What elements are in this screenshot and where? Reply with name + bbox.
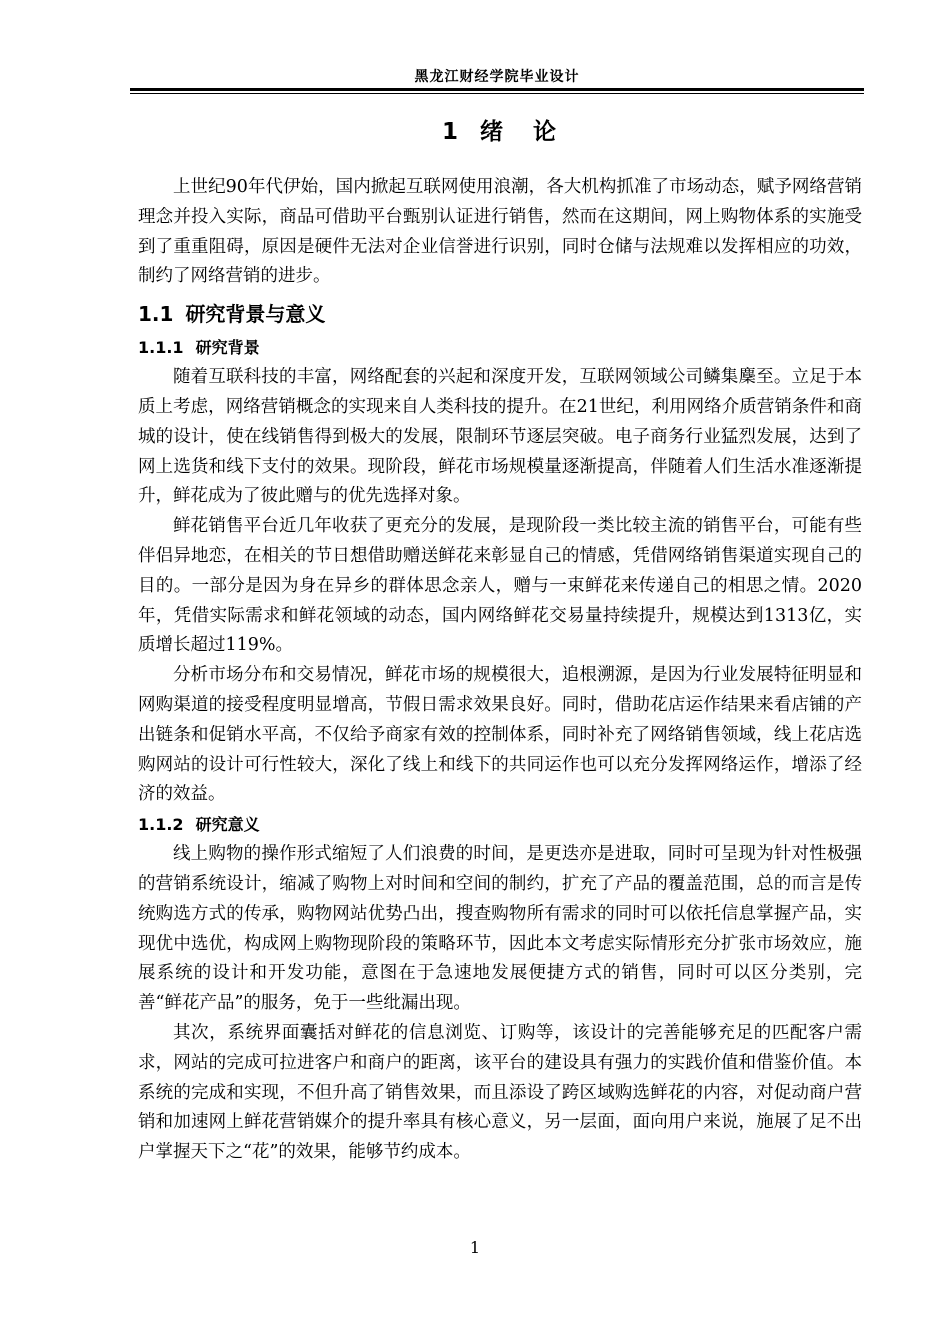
subsection-heading-1-1-1 xyxy=(138,333,862,363)
background-paragraph-3: 分析市场分布和交易情况，鲜花市场的规模很大，追根溯源，是因为行业发展特征明显和网购渠道的接受程度明显增高，节假日需求效果良好。同时，借助花店运作结果来看店铺的产出链条和促销水平高，不仅给予商家有效的控制体系，同时补充了网络销售领域，线上花店选购网站的设计可行性较大，深化了线上和线下的共同运作也可以充分发挥网络运作，增添了经济的效益。 xyxy=(138,665,862,805)
page-body xyxy=(138,112,862,1168)
subsection-title: 研究背景 xyxy=(195,338,260,358)
chapter-number: 1 xyxy=(441,119,460,145)
header-rule-thin xyxy=(130,93,864,94)
subsection-number: 1.1.2 xyxy=(138,815,184,835)
running-header: 黑龙江财经学院毕业设计 xyxy=(414,69,580,85)
subsection-number: 1.1.1 xyxy=(138,338,184,358)
section-title: 研究背景与意义 xyxy=(185,302,326,327)
intro-paragraph: 上世纪90年代伊始，国内掀起互联网使用浪潮，各大机构抓准了市场动态，赋予网络营销理念并投入实际，商品可借助平台甄别认证进行销售，然而在这期间，网上购物体系的实施受到了重重阻碍，原因是硬件无法对企业信誉进行识别，同时仓储与法规难以发挥相应的功效，制约了网络营销的进步。 xyxy=(138,177,862,287)
subsection-heading-1-1-2 xyxy=(138,810,862,840)
page-number: 1 xyxy=(469,1238,481,1257)
background-paragraph-1: 随着互联科技的丰富，网络配套的兴起和深度开发，互联网领域公司鳞集麇至。立足于本质上考虑，网络营销概念的实现来自人类科技的提升。在21世纪，利用网络介质营销条件和商城的设计，使在线销售得到极大的发展，限制环节逐层突破。电子商务行业猛烈发展，达到了网上选货和线下支付的效果。现阶段，鲜花市场规模量逐渐提高，伴随着人们生活水准逐渐提升，鲜花成为了彼此赠与的优先选择对象。 xyxy=(138,367,862,507)
section-number: 1.1 xyxy=(138,302,174,327)
significance-paragraph-2: 其次，系统界面囊括对鲜花的信息浏览、订购等，该设计的完善能够充足的匹配客户需求，网站的完成可拉进客户和商户的距离，该平台的建设具有强力的实践价值和借鉴价值。本系统的完成和实现，不但升高了销售效果，而且添设了跨区域购选鲜花的内容，对促动商户营销和加速网上鲜花营销媒介的提升率具有核心意义，另一层面，面向用户来说，施展了足不出户掌握天下之“花”的效果，能够节约成本。 xyxy=(138,1022,862,1163)
chapter-title xyxy=(138,112,862,152)
chapter-title-part1: 绪 xyxy=(480,119,506,145)
significance-paragraph-1: 线上购物的操作形式缩短了人们浪费的时间，是更迭亦是进取，同时可呈现为针对性极强的营销系统设计，缩减了购物上对时间和空间的制约，扩充了产品的覆盖范围，总的而言是传统购选方式的传承，购物网站优势凸出，搜查购物所有需求的同时可以依托信息掌握产品，实现优中选优，构成网上购物现阶段的策略环节，因此本文考虑实际情形充分扩张市场效应，施展系统的设计和开发功能，意图在于急速地发展便捷方式的销售，同时可以区分类别，完善“鲜花产品”的服务，免于一些纰漏出现。 xyxy=(138,844,862,1014)
section-heading-1-1 xyxy=(138,295,862,333)
subsection-title: 研究意义 xyxy=(195,815,260,835)
chapter-title-part2: 论 xyxy=(533,119,559,145)
background-paragraph-2: 鲜花销售平台近几年收获了更充分的发展，是现阶段一类比较主流的销售平台，可能有些伴侣异地恋，在相关的节日想借助赠送鲜花来彰显自己的情感，凭借网络销售渠道实现自己的目的。一部分是因为身在异乡的群体思念亲人，赠与一束鲜花来传递自己的相思之情。2020年，凭借实际需求和鲜花领域的动态，国内网络鲜花交易量持续提升，规模达到1313亿，实质增长超过119%。 xyxy=(138,516,862,656)
header-rule-thick xyxy=(130,88,864,91)
